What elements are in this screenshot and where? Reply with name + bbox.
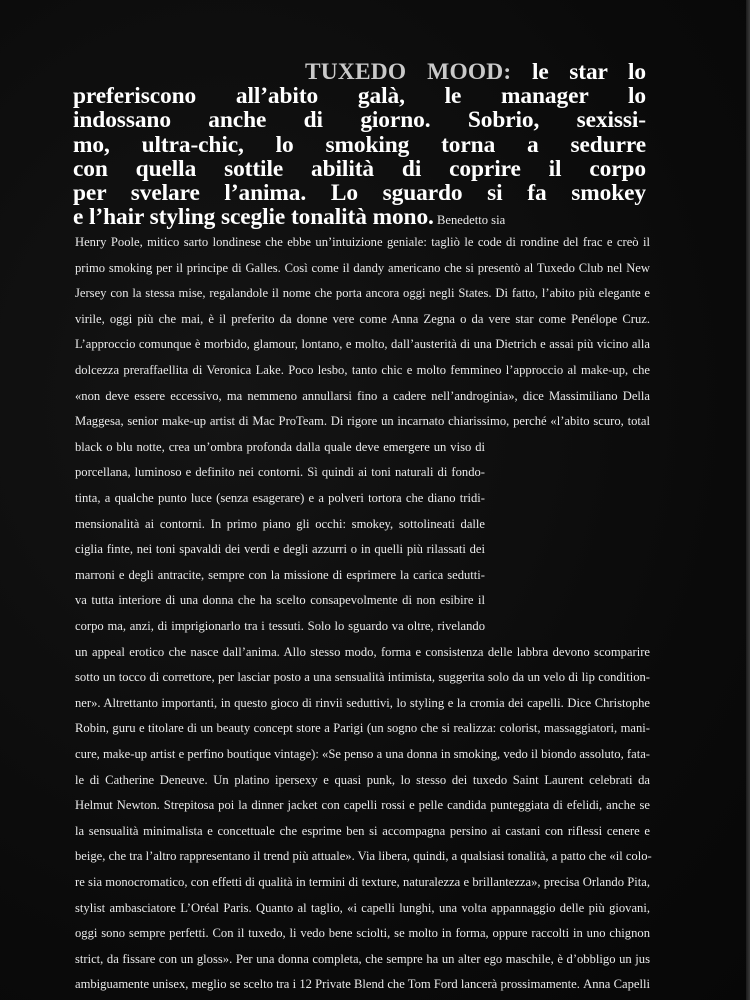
body-line: Maggesa, senior make-up artist di Mac ProTeam. Di rigore un incarnato chiarissimo, perché «l’abito scuro, total [75,414,650,429]
lead-line: mo, ultra-chic, lo smoking torna a sedurre [73,131,646,158]
body-line: stylist ambasciatore L’Oréal Paris. Quanto al taglio, «i capelli lunghi, una volta appannaggio delle più giovani, [75,900,650,915]
body-line: sotto un tocco di correttore, per lasciar posto a una sensualità intimista, suggerita solo da un velo di lip condition- [75,670,650,685]
author-byline: Anna Capelli [583,977,650,992]
body-line: strict, da fissare con un gloss». Per una donna completa, che sempre ha un alter ego maschile, è d’obbligo un jus [75,951,650,966]
body-line: oggi sono sempre perfetti. Con il tuxedo, li vedo bene sciolti, se molto in forma, oppure raccolti in uno chignon [75,926,650,941]
lead-line: con quella sottile abilità di coprire il corpo [73,155,646,182]
lead-text: le star lo [511,59,646,85]
body-line: ciglia finte, nei toni spavaldi dei verdi e degli azzurri o in quelli più rilassati dei [75,542,485,557]
body-line: porcellana, luminoso e definito nei contorni. Sì quindi ai toni naturali di fondo- [75,465,485,480]
body-line: Henry Poole, mitico sarto londinese che ebbe un’intuizione geniale: tagliò le code di rondine del frac e creò il [75,235,650,249]
lead-line: indossano anche di giorno. Sobrio, sexissi- [73,107,646,134]
article-lead [73,60,646,232]
page-edge [746,0,750,1000]
body-line: Helmut Newton. Strepitosa poi la dinner jacket con capelli rossi e pelle candida punteggiata di efelidi, anche se [75,798,650,813]
body-start: Benedetto sia [433,213,506,228]
body-line-last [75,972,650,998]
lead-line [73,60,646,84]
body-line: mensionalità ai contorni. In primo piano gli occhi: smokey, sottolineati dalle [75,516,485,531]
body-line: tinta, a qualche punto luce (senza esagerare) e a polveri tortora che diano tridi- [75,490,485,505]
body-line: beige, che tra l’altro rappresentano il trend più attuale». Via libera, quindi, a qualsiasi tonalità, a patto che «il colo- [75,849,652,864]
body-text: ambiguamente unisex, meglio se scelto tra i 12 Private Blend che Tom Ford lancerà prossimamente. [75,977,580,992]
lead-text: e l’hair styling sceglie tonalità mono. [73,204,434,231]
body-line: Robin, guru e titolare di un beauty concept store a Parigi (un sogno che si realizza: colorist, massaggiatori, mani- [75,721,650,736]
body-line: primo smoking per il principe di Galles. Così come il dandy americano che si presentò al Tuxedo Club nel New [75,260,650,275]
body-line: le di Catherine Deneuve. Un platino ipersexy e quasi punk, lo stesso dei tuxedo Saint Laurent celebrati da [75,772,650,787]
body-line: Jersey con la stessa mise, regalandole il nome che porta ancora oggi negli States. Di fatto, l’abito più elegante e [75,286,650,301]
body-line: ner». Altrettanto importanti, in questo gioco di rinvii seduttivi, lo styling e la cromia dei capelli. Dice Christophe [75,695,650,710]
body-line: L’approccio comunque è morbido, glamour, lontano, e molto, dall’austerità di una Dietrich e assai più vicino alla [75,337,650,352]
lead-line: per svelare l’anima. Lo sguardo si fa smokey [73,180,646,207]
body-line: «non deve essere eccessivo, ma nemmeno annullarsi fino a cadere nell’androginia», dice Massimiliano Della [75,388,650,403]
article-body-tail [75,640,650,998]
body-line: va tutta interiore di una donna che ha scelto consapevolmente di non esibire il [75,593,485,608]
body-line: cure, make-up artist e perfino boutique vintage): «Se penso a una donna in smoking, vedo il biondo assoluto, fata- [75,746,650,761]
article-headline: TUXEDO MOOD: [305,59,512,85]
body-line: virile, oggi più che mai, è il preferito da donne vere come Anna Zegna o da vere star come Penélope Cruz. [75,311,650,326]
body-line: re sia monocromatico, con effetti di qualità in termini di texture, naturalezza e brillantezza», precisa Orlando Pita, [75,874,650,889]
lead-line [73,205,646,232]
body-line: marroni e degli antracite, sempre con la missione di esprimere la carica sedutti- [75,567,485,582]
lead-line: preferiscono all’abito galà, le manager lo [73,83,646,110]
body-line: corpo ma, anzi, di imprigionarlo tra i tessuti. Solo lo sguardo va oltre, rivelando [75,618,485,633]
article-body-narrow [75,435,485,640]
body-line: la sensualità minimalista e concettuale che esprime ben si accompagna persino ai castani con riflessi cenere e [75,823,650,838]
body-line: dolcezza preraffaellita di Veronica Lake. Poco lesbo, tanto chic e molto femmineo l’approccio al make-up, che [75,362,650,377]
body-line: black o blu notte, crea un’ombra profonda dalla quale deve emergere un viso di [75,439,485,454]
article-body-wide [75,230,650,435]
body-line: un appeal erotico che nasce dall’anima. Allo stesso modo, forma e consistenza delle labbra devono scomparire [75,644,650,659]
